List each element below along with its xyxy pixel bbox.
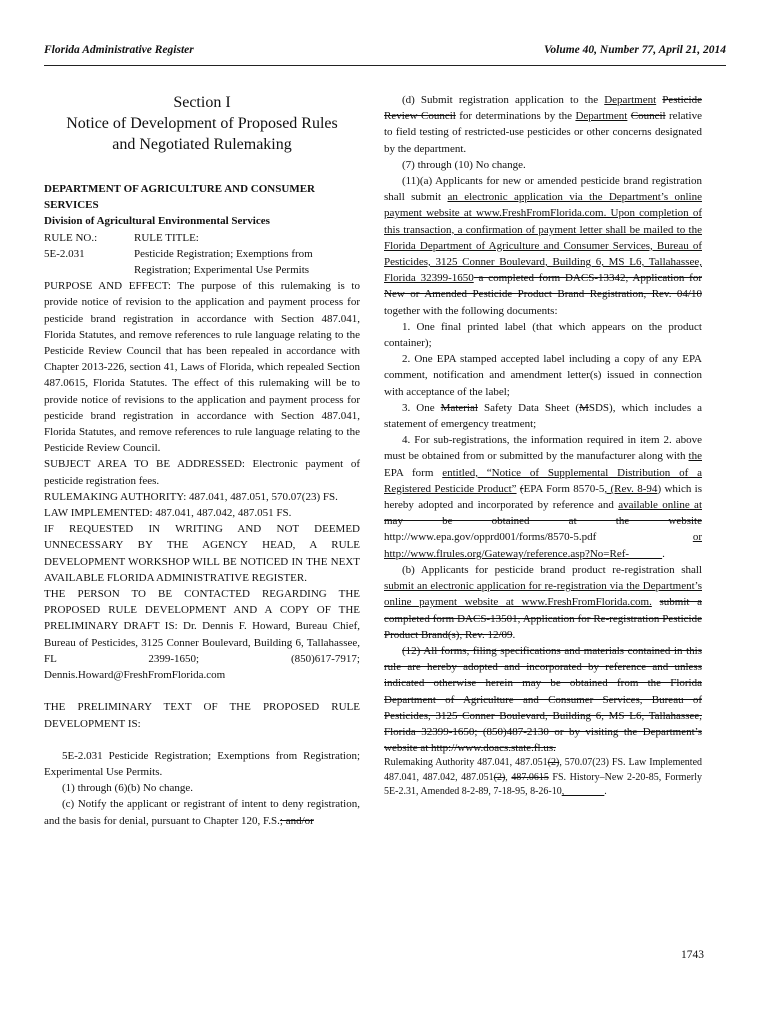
rule-history: Rulemaking Authority 487.041, 487.051(2), 570.07(23) FS. Law Implemented 487.041, 487.042, 487.051(2), 487.0615 FS. History–New 2-20-85, Formerly 5E-2.31, Amended 8-2-89, 7-18-95, 8-26-10,________. bbox=[384, 757, 703, 798]
right-column bbox=[384, 92, 702, 800]
paragraph-11a: (11)(a) Applicants for new or amended pesticide brand registration shall submit an electronic application via the Department’s online payment website at www.FreshFromFlorida.com. Upon completion of this transaction, a confirmation of payment letter shall be mailed to the Florida Department of Agriculture and Consumer Services, Bureau of Pesticides, 3125 Conner Boulevard, Building 6, MS L6, Tallahassee, Florida 32399-1650 a completed form DACS-13342, Application for New or Amended Pesticide Product Brand Registration, Rev. 04/10 together with the following documents: bbox=[384, 175, 702, 317]
item-1: 1. One final printed label (that which appears on the product container); bbox=[384, 320, 702, 350]
section-title bbox=[44, 92, 360, 155]
preliminary-text-heading: THE PRELIMINARY TEXT OF THE PROPOSED RULE DEVELOPMENT IS: bbox=[44, 701, 360, 730]
section-heading-line2: and Negotiated Rulemaking bbox=[112, 136, 292, 153]
page-number: 1743 bbox=[681, 949, 704, 961]
spacer bbox=[44, 683, 360, 699]
purpose-and-effect: PURPOSE AND EFFECT: The purpose of this rulemaking is to provide notice of revision to the application and payment process for pesticide brand registration in accordance with Section 487.041, Florida Statutes, and remove references to rule language relating to the Pesticide Review Council that has been repealed in accordance with Chapter 2013-226, section 41, Laws of Florida, which repealed Section 487.0615, Florida Statutes. The effect of this rulemaking will be to provide notice of revisions to the application and payment process for pesticide brand registration in accordance with Section 487.041, Florida Statutes, and remove references to rule language relating to the Pesticide Review Council. bbox=[44, 280, 360, 455]
division-name: Division of Agricultural Environmental Services bbox=[44, 215, 270, 228]
rule-title: Pesticide Registration; Exemptions from Registration; Experimental Use Permits bbox=[134, 247, 313, 277]
paragraph-11b: (b) Applicants for pesticide brand product re-registration shall submit an electronic application for re-registration via the Department’s online payment website at www.FreshFromFlorida.com. submit a completed form DACS-13501, Application for Re-registration Pesticide Product Brand(s), Rev. 12/09. bbox=[384, 563, 702, 641]
paragraph-d: (d) Submit registration application to the Department Pesticide Review Council for determinations by the Department Council relative to field testing of restricted-use pesticides or other concerns designated by the department. bbox=[384, 94, 702, 155]
left-column bbox=[44, 92, 360, 829]
item-4: 4. For sub-registrations, the information required in item 2. above must be obtained from or submitted by the manufacturer along with the EPA form entitled, “Notice of Supplemental Distribution of a Registered Pesticide Product” (EPA Form 8570-5, (Rev. 8-94) which is hereby adopted and incorporated by reference and available online at may be obtained at the website http://www.epa.gov/opprd001/forms/8570-5.pdf or http://www.flrules.org/Gateway/reference.asp?No=Ref-______. bbox=[384, 434, 703, 560]
notify-deleted: ; and/or bbox=[279, 814, 314, 827]
item-2: 2. One EPA stamped accepted label including a copy of any EPA comment, notification and amendment letter(s) issued in connection with acceptance of the label; bbox=[384, 353, 702, 398]
rule-label-row bbox=[44, 230, 360, 246]
no-change-2: (7) through (10) No change. bbox=[402, 158, 526, 171]
department-name: DEPARTMENT OF AGRICULTURE AND CONSUMER SERVICES bbox=[44, 183, 315, 212]
page-header bbox=[44, 44, 726, 64]
workshop-notice: IF REQUESTED IN WRITING AND NOT DEEMED UNNECESSARY BY THE AGENCY HEAD, A RULE DEVELOPMENT WORKSHOP WILL BE NOTICED IN THE NEXT AVAILABLE FLORIDA ADMINISTRATIVE REGISTER. bbox=[44, 523, 360, 584]
spacer bbox=[44, 732, 360, 748]
notify-text: (c) Notify the applicant or registrant of intent to deny registration, and the basis for denial, pursuant to Chapter 120, F.S. bbox=[44, 798, 360, 827]
rule-title-label: RULE TITLE: bbox=[134, 231, 199, 244]
rule-no-label: RULE NO.: bbox=[44, 231, 98, 244]
rule-no: 5E-2.031 bbox=[44, 247, 85, 260]
rule-value-row bbox=[44, 246, 360, 278]
law-implemented: LAW IMPLEMENTED: 487.041, 487.042, 487.051 FS. bbox=[44, 507, 292, 520]
item-3: 3. One Material Safety Data Sheet (MSDS), which includes a statement of emergency treatment; bbox=[384, 401, 703, 431]
no-change-1: (1) through (6)(b) No change. bbox=[62, 782, 194, 795]
flrules-link[interactable]: or http://www.flrules.org/Gateway/reference.asp?No=Ref-______ bbox=[384, 531, 702, 560]
rulemaking-authority: RULEMAKING AUTHORITY: 487.041, 487.051, 570.07(23) FS. bbox=[44, 490, 338, 503]
section-number: Section I bbox=[173, 94, 231, 111]
paragraph-12-deleted: (12) All forms, filing specifications and materials contained in this rule are hereby adopted and incorporated by reference and unless indicated otherwise herein may be obtained from the Florida Department of Agriculture and Consumer Services, Bureau of Pesticides, 3125 Conner Boulevard, Building 6, MS L6, Tallahassee, Florida 32399-1650; (850)487-2130 or by visiting the Department’s website at http://www.doacs.state.fl.us. bbox=[384, 644, 702, 755]
publication-name: Florida Administrative Register bbox=[44, 44, 194, 56]
section-heading-line1: Notice of Development of Proposed Rules bbox=[66, 115, 338, 132]
subject-area: SUBJECT AREA TO BE ADDRESSED: Electronic payment of pesticide registration fees. bbox=[44, 458, 360, 487]
header-divider bbox=[44, 65, 726, 66]
notify-paragraph bbox=[44, 796, 360, 828]
contact-person: THE PERSON TO BE CONTACTED REGARDING THE PROPOSED RULE DEVELOPMENT AND A COPY OF THE PRELIMINARY DRAFT IS: Dr. Dennis F. Howard, Bureau Chief, Bureau of Pesticides, 3125 Conner Boulevard, Building 6, Tallahassee, FL 2399-1650; (850)617-7917; Dennis.Howard@FreshFromFlorida.com bbox=[44, 588, 360, 682]
rule-heading: 5E-2.031 Pesticide Registration; Exemptions from Registration; Experimental Use Permits. bbox=[44, 749, 360, 778]
volume-info: Volume 40, Number 77, April 21, 2014 bbox=[544, 44, 726, 56]
